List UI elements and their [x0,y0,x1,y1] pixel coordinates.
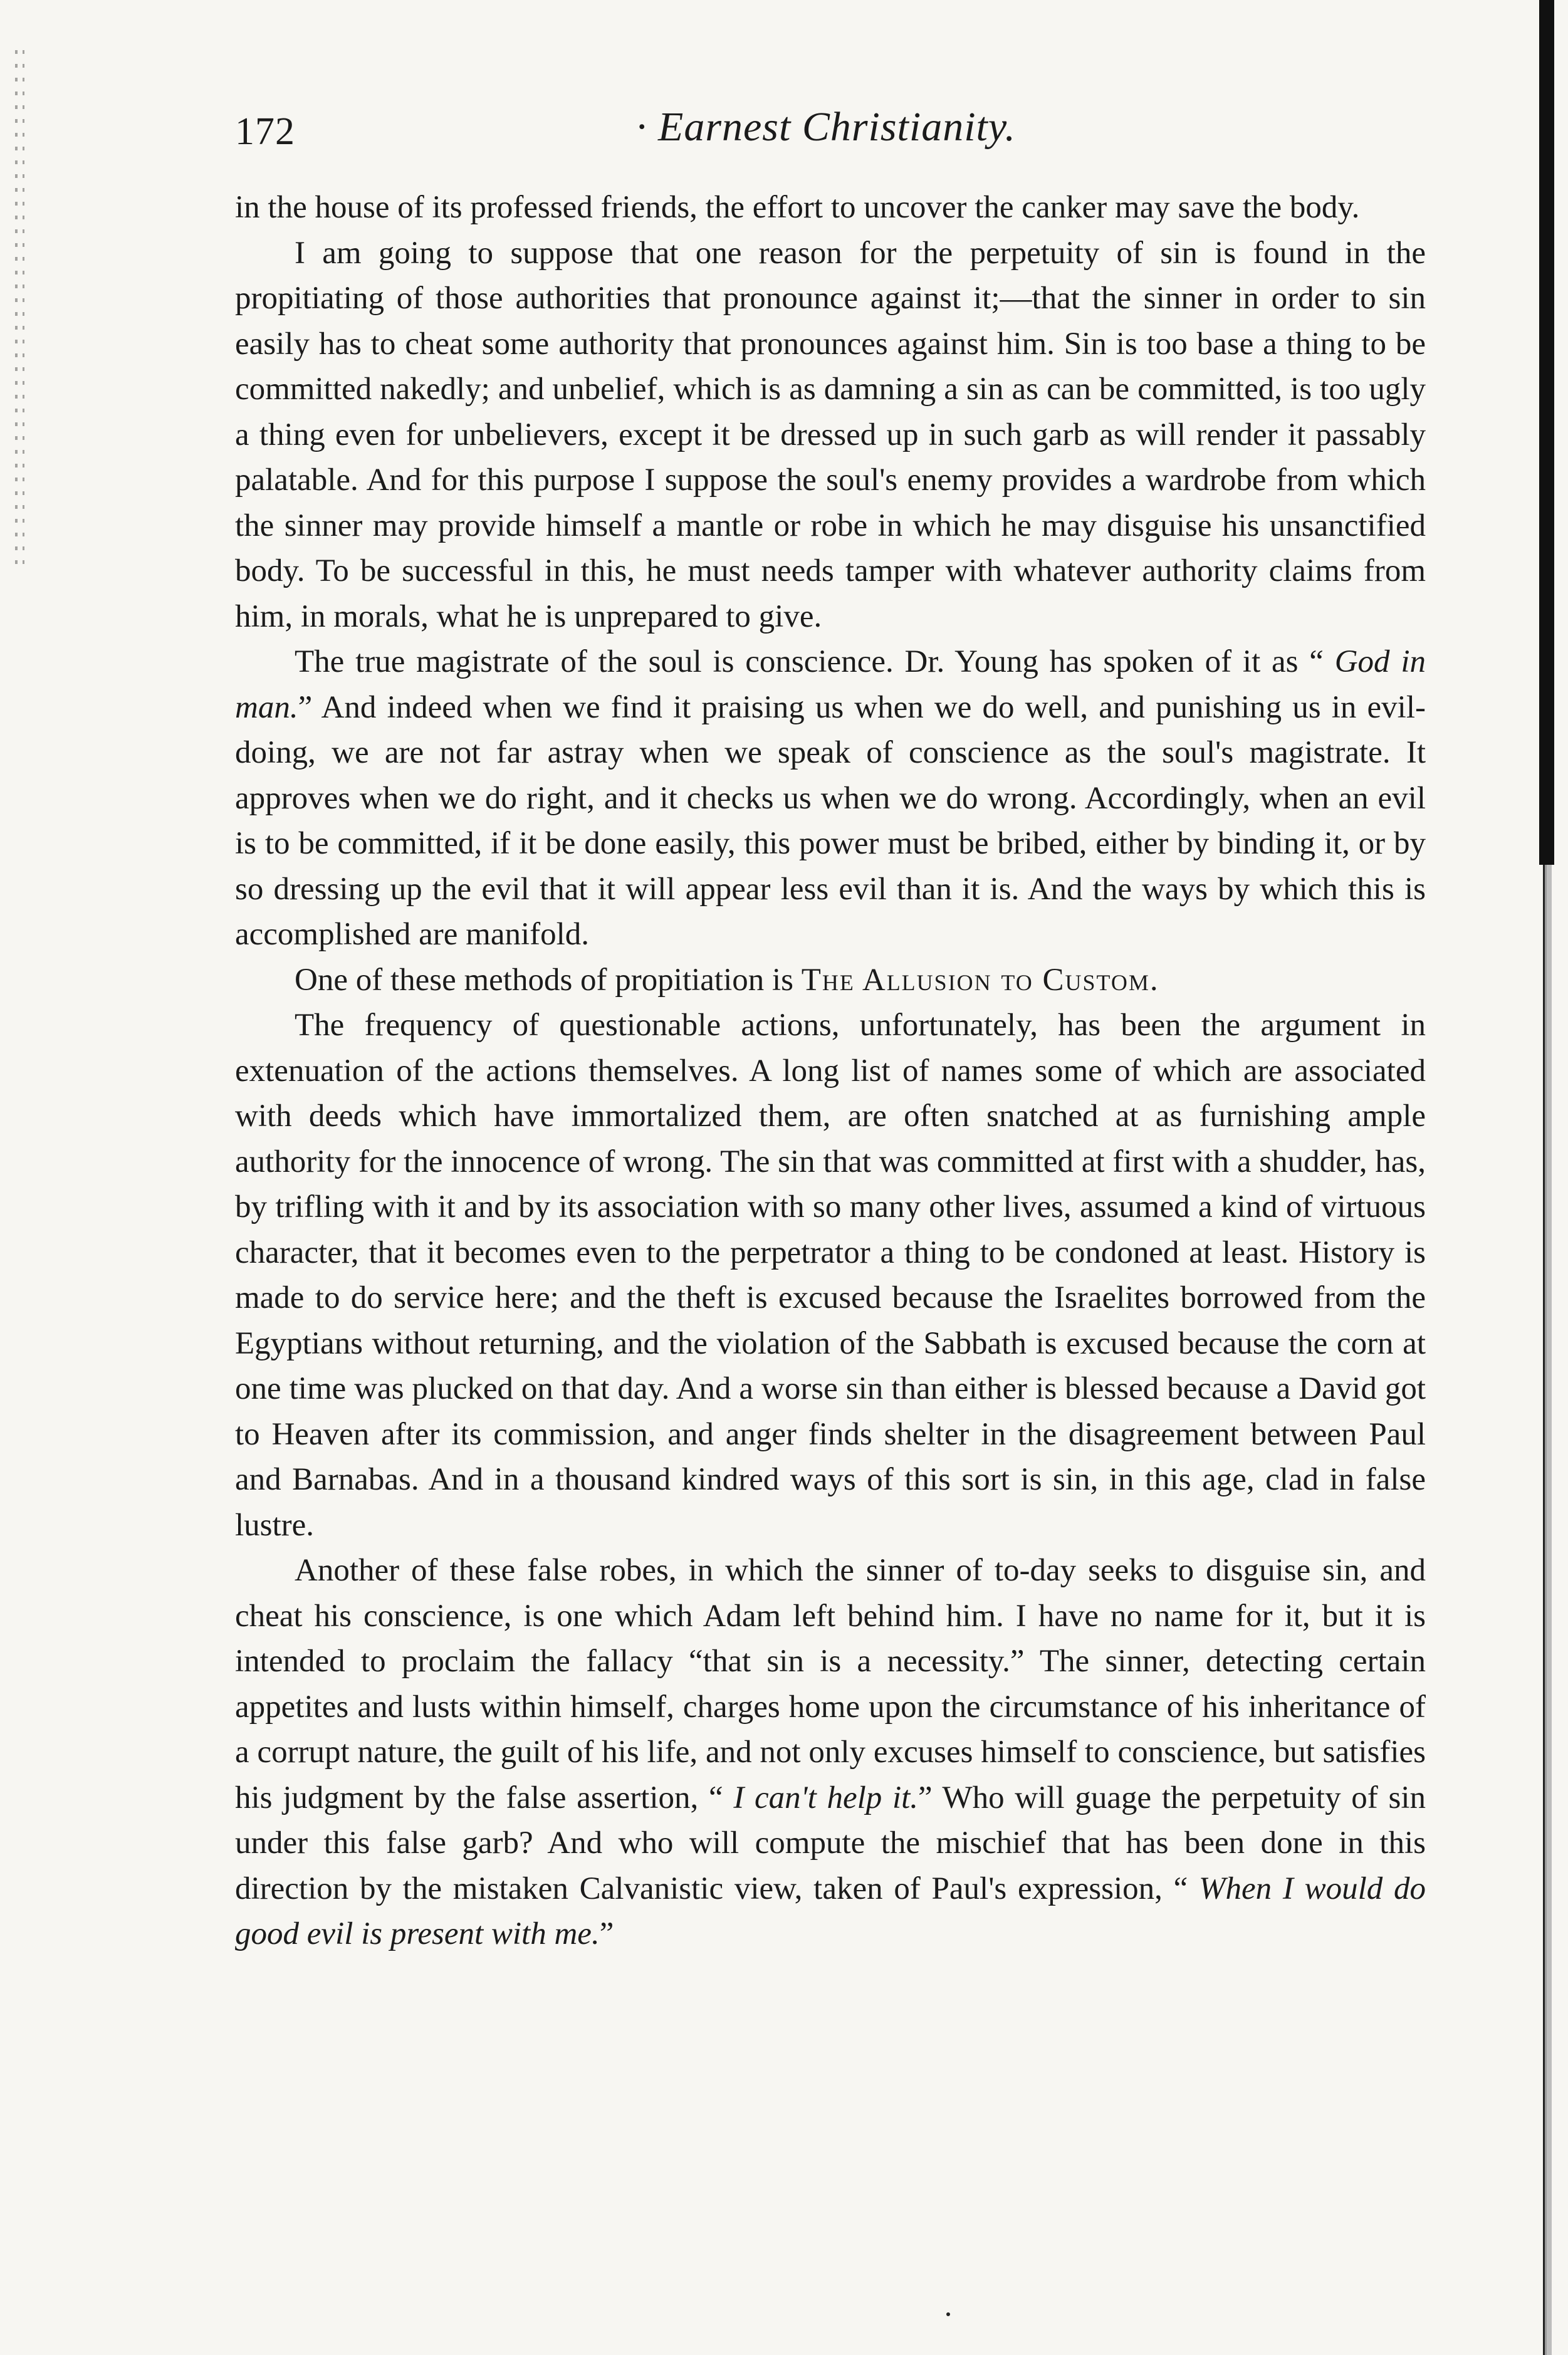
italic-phrase: When I would do good evil is present with me. [235,1871,1426,1951]
paragraph [235,231,1426,640]
text-run: ” [599,1916,614,1951]
text-run: The true magistrate of the soul is conscience. Dr. Young has spoken of it as “ [295,644,1335,679]
binding-gutter-marks [9,50,34,564]
page-number: 172 [235,110,295,153]
text-run: Another of these false robes, in which the sinner of to-day seeks to disguise sin, and cheat his conscience, is one which Adam left behind him. I have no name for it, but it is intended to proclaim the fallacy “that sin is a necessity.” The sinner, detecting certain appetites and lusts within himself, charges home upon the circumstance of his inheritance of a corrupt nature, the guilt of his life, and not only excuses himself to conscience, but satisfies his judgment by the false assertion, “ [235,1553,1426,1815]
paragraph [235,1003,1426,1548]
paragraph [235,185,1426,231]
italic-phrase: I can't help it. [733,1780,919,1815]
italic-phrase: God in man. [235,644,1426,725]
running-title: · Earnest Christianity. [636,104,1017,150]
text-run: ” Who will guage the perpetuity of sin under this false garb? And who will compute the mischief that has been done in this direction by the mistaken Calvanistic view, taken of Paul's expression, “ [235,1780,1426,1906]
body-text [235,185,1426,1957]
paragraph [235,639,1426,958]
text-run: ” And indeed when we find it praising us when we do well, and punishing us in evil-doing, we are not far astray when we speak of conscience as the soul's magistrate. It approves when we do right, and it checks us when we do wrong. Accordingly, when an evil is to be committed, if it be done easily, this power must be bribed, either by binding it, or by so dressing up the evil that it will appear less evil than it is. And the ways by which this is accomplished are manifold. [235,689,1426,952]
paragraph [235,1548,1426,1957]
text-run: in the house of its professed friends, the effort to uncover the canker may save the body. [235,190,1360,225]
section-heading-smallcaps: The Allusion to Custom. [801,962,1159,998]
paragraph [235,958,1426,1003]
stray-ink-dot [946,2312,950,2316]
scan-edge-light [1543,865,1552,2355]
text-run: One of these methods of propitiation is [295,962,802,998]
text-run: The frequency of questionable actions, unfortunately, has been the argument in extenuation of the actions themselves. A long list of names some of which are associated with deeds which have immortalized them, are often snatched at as furnishing ample authority for the innocence of wrong. The sin that was committed at first with a shudder, has, by trifling with it and by its association with so many other lives, assumed a kind of virtuous character, that it becomes even to the perpetrator a thing to be condoned at least. History is made to do service here; and the theft is excused because the Israelites borrowed from the Egyptians without returning, and the violation of the Sabbath is excused because the corn at one time was plucked on that day. And a worse sin than either is blessed because a David got to Heaven after its commission, and anger finds shelter in the disagreement between Paul and Barnabas. And in a thousand kindred ways of this sort is sin, in this age, clad in false lustre. [235,1008,1426,1543]
page-header [235,103,1495,166]
scan-edge-dark [1539,0,1554,865]
text-run: I am going to suppose that one reason for the perpetuity of sin is found in the propitiating of those authorities that pronounce against it;—that the sinner in order to sin easily has to cheat some authority that pronounces against him. Sin is too base a thing to be committed nakedly; and unbelief, which is as damning a sin as can be committed, is too ugly a thing even for unbelievers, except it be dressed up in such garb as will render it passably palatable. And for this purpose I suppose the soul's enemy provides a wardrobe from which the sinner may provide himself a mantle or robe in which he may disguise his unsanctified body. To be successful in this, he must needs tamper with whatever authority claims from him, in morals, what he is unprepared to give. [235,235,1426,634]
